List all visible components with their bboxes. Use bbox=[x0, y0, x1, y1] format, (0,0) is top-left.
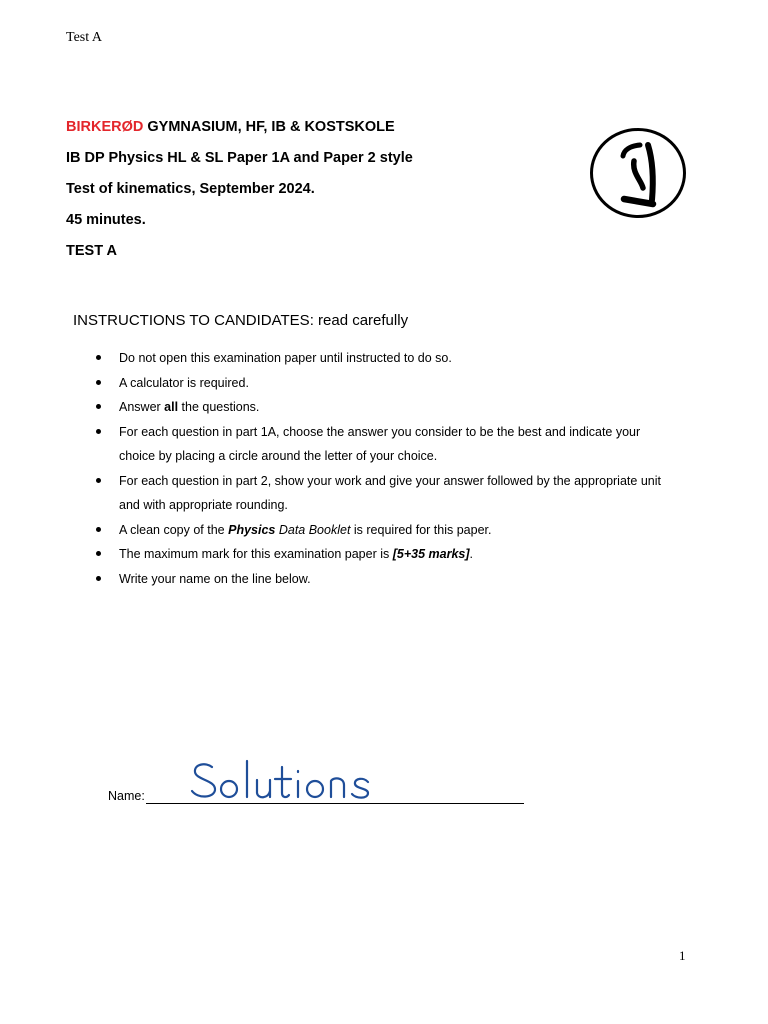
booklet-title-italic: Data Booklet bbox=[275, 522, 351, 537]
instruction-item: For each question in part 1A, choose the answer you consider to be the best and indicate your choice by placing a circle around the letter of your choice. bbox=[96, 420, 676, 469]
school-name-rest: GYMNASIUM, HF, IB & KOSTSKOLE bbox=[143, 119, 395, 135]
page-number: 1 bbox=[679, 948, 686, 963]
handwritten-name bbox=[188, 753, 388, 809]
page-header: Test A bbox=[66, 30, 102, 45]
school-name-red: BIRKERØD bbox=[66, 119, 144, 135]
duration: 45 minutes. bbox=[66, 212, 146, 228]
instruction-item: A calculator is required. bbox=[96, 371, 676, 396]
max-marks: [5+35 marks] bbox=[392, 547, 470, 561]
instruction-item: For each question in part 2, show your work and give your answer followed by the appropriate unit and with appropriate rounding. bbox=[96, 469, 676, 518]
exam-subtitle: IB DP Physics HL & SL Paper 1A and Paper 2 style bbox=[66, 150, 413, 166]
title-block bbox=[66, 117, 413, 272]
instruction-item: Write your name on the line below. bbox=[96, 567, 676, 592]
instruction-item: Answer all the questions. bbox=[96, 395, 676, 420]
instruction-item: A clean copy of the Physics Data Booklet is required for this paper. bbox=[96, 518, 676, 543]
instructions-heading: INSTRUCTIONS TO CANDIDATES: read carefully bbox=[73, 312, 409, 329]
instructions-list bbox=[96, 346, 676, 591]
booklet-title-bold: Physics bbox=[228, 522, 276, 537]
name-label: Name: bbox=[108, 789, 145, 803]
instruction-item: The maximum mark for this examination paper is [5+35 marks]. bbox=[96, 542, 676, 567]
emphasis-all: all bbox=[164, 400, 179, 414]
test-version: TEST A bbox=[66, 243, 118, 259]
instruction-item: Do not open this examination paper until instructed to do so. bbox=[96, 346, 676, 371]
test-title: Test of kinematics, September 2024. bbox=[66, 181, 315, 197]
school-logo-circle-icon bbox=[590, 128, 686, 218]
school-name bbox=[66, 117, 413, 148]
